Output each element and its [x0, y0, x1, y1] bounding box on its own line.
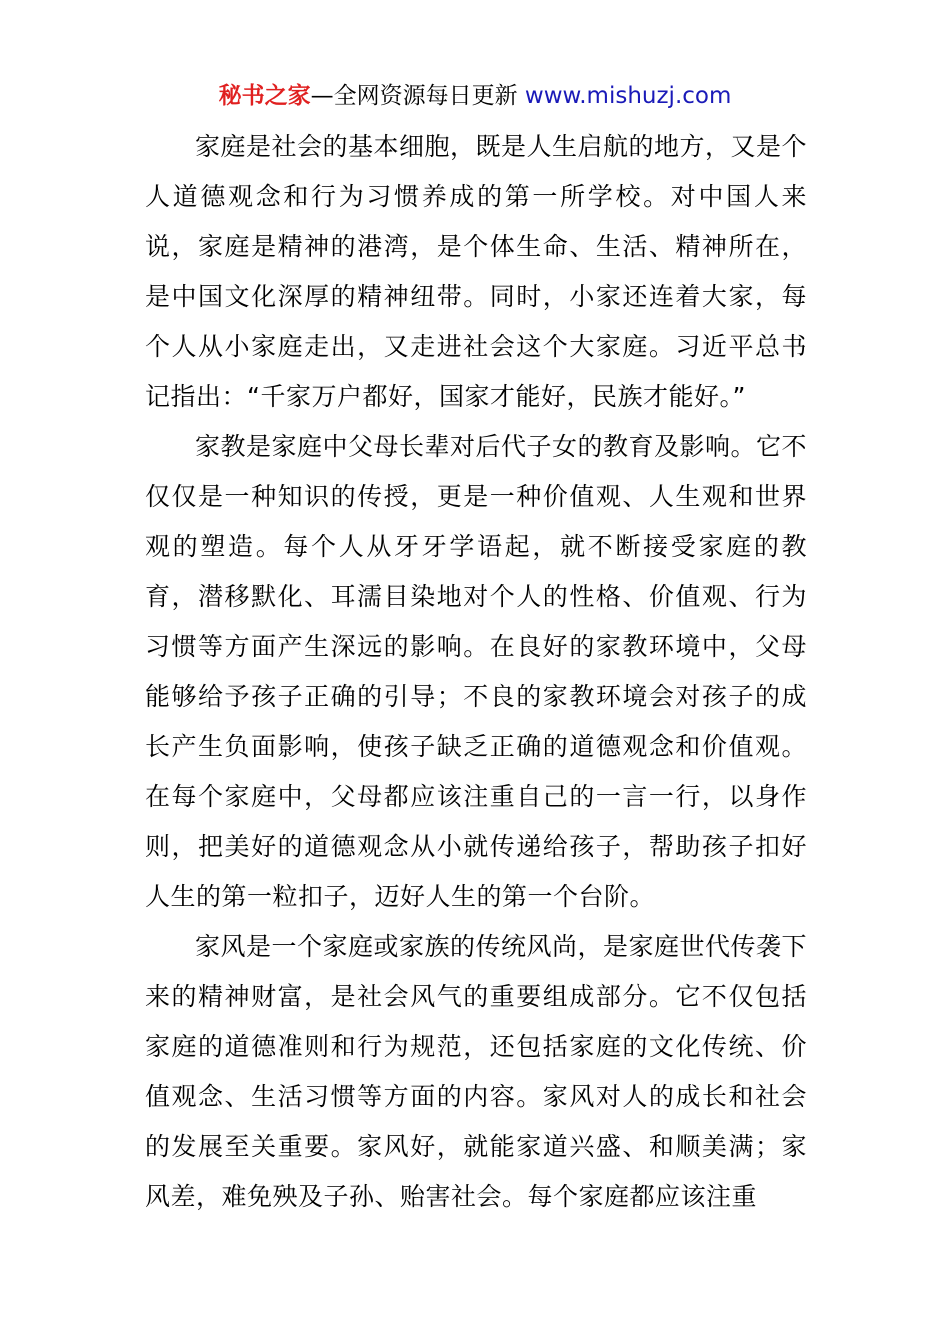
- document-body: [145, 122, 807, 1222]
- header-tagline: —全网资源每日更新: [310, 83, 518, 109]
- paragraph-family-education: 家教是家庭中父母长辈对后代子女的教育及影响。它不仅仅是一种知识的传授，更是一种价值观、人生观和世界观的塑造。每个人从牙牙学语起，就不断接受家庭的教育，潜移默化、耳濡目染地对个人的性格、价值观、行为习惯等方面产生深远的影响。在良好的家教环境中，父母能够给予孩子正确的引导；不良的家教环境会对孩子的成长产生负面影响，使孩子缺乏正确的道德观念和价值观。在每个家庭中，父母都应该注重自己的一言一行，以身作则，把美好的道德观念从小就传递给孩子，帮助孩子扣好人生的第一粒扣子，迈好人生的第一个台阶。: [145, 432, 808, 911]
- brand-name: 秘书之家: [218, 83, 311, 109]
- paragraph-family-tradition: 家风是一个家庭或家族的传统风尚，是家庭世代传袭下来的精神财富，是社会风气的重要组成部分。它不仅包括家庭的道德准则和行为规范，还包括家庭的文化传统、价值观念、生活习惯等方面的内容。家风对人的成长和社会的发展至关重要。家风好，就能家道兴盛、和顺美满；家风差，难免殃及子孙、贻害社会。每个家庭都应该注重: [145, 932, 808, 1211]
- paragraph-family: 家庭是社会的基本细胞，既是人生启航的地方，又是个人道德观念和行为习惯养成的第一所学校。对中国人来说，家庭是精神的港湾，是个体生命、生活、精神所在，是中国文化深厚的精神纽带。同时，小家还连着大家，每个人从小家庭走出，又走进社会这个大家庭。习近平总书记指出：“千家万户都好，国家才能好，民族才能好。”: [145, 132, 808, 411]
- site-url-link[interactable]: www.mishuzj.com: [524, 83, 732, 109]
- page-header: [0, 80, 950, 112]
